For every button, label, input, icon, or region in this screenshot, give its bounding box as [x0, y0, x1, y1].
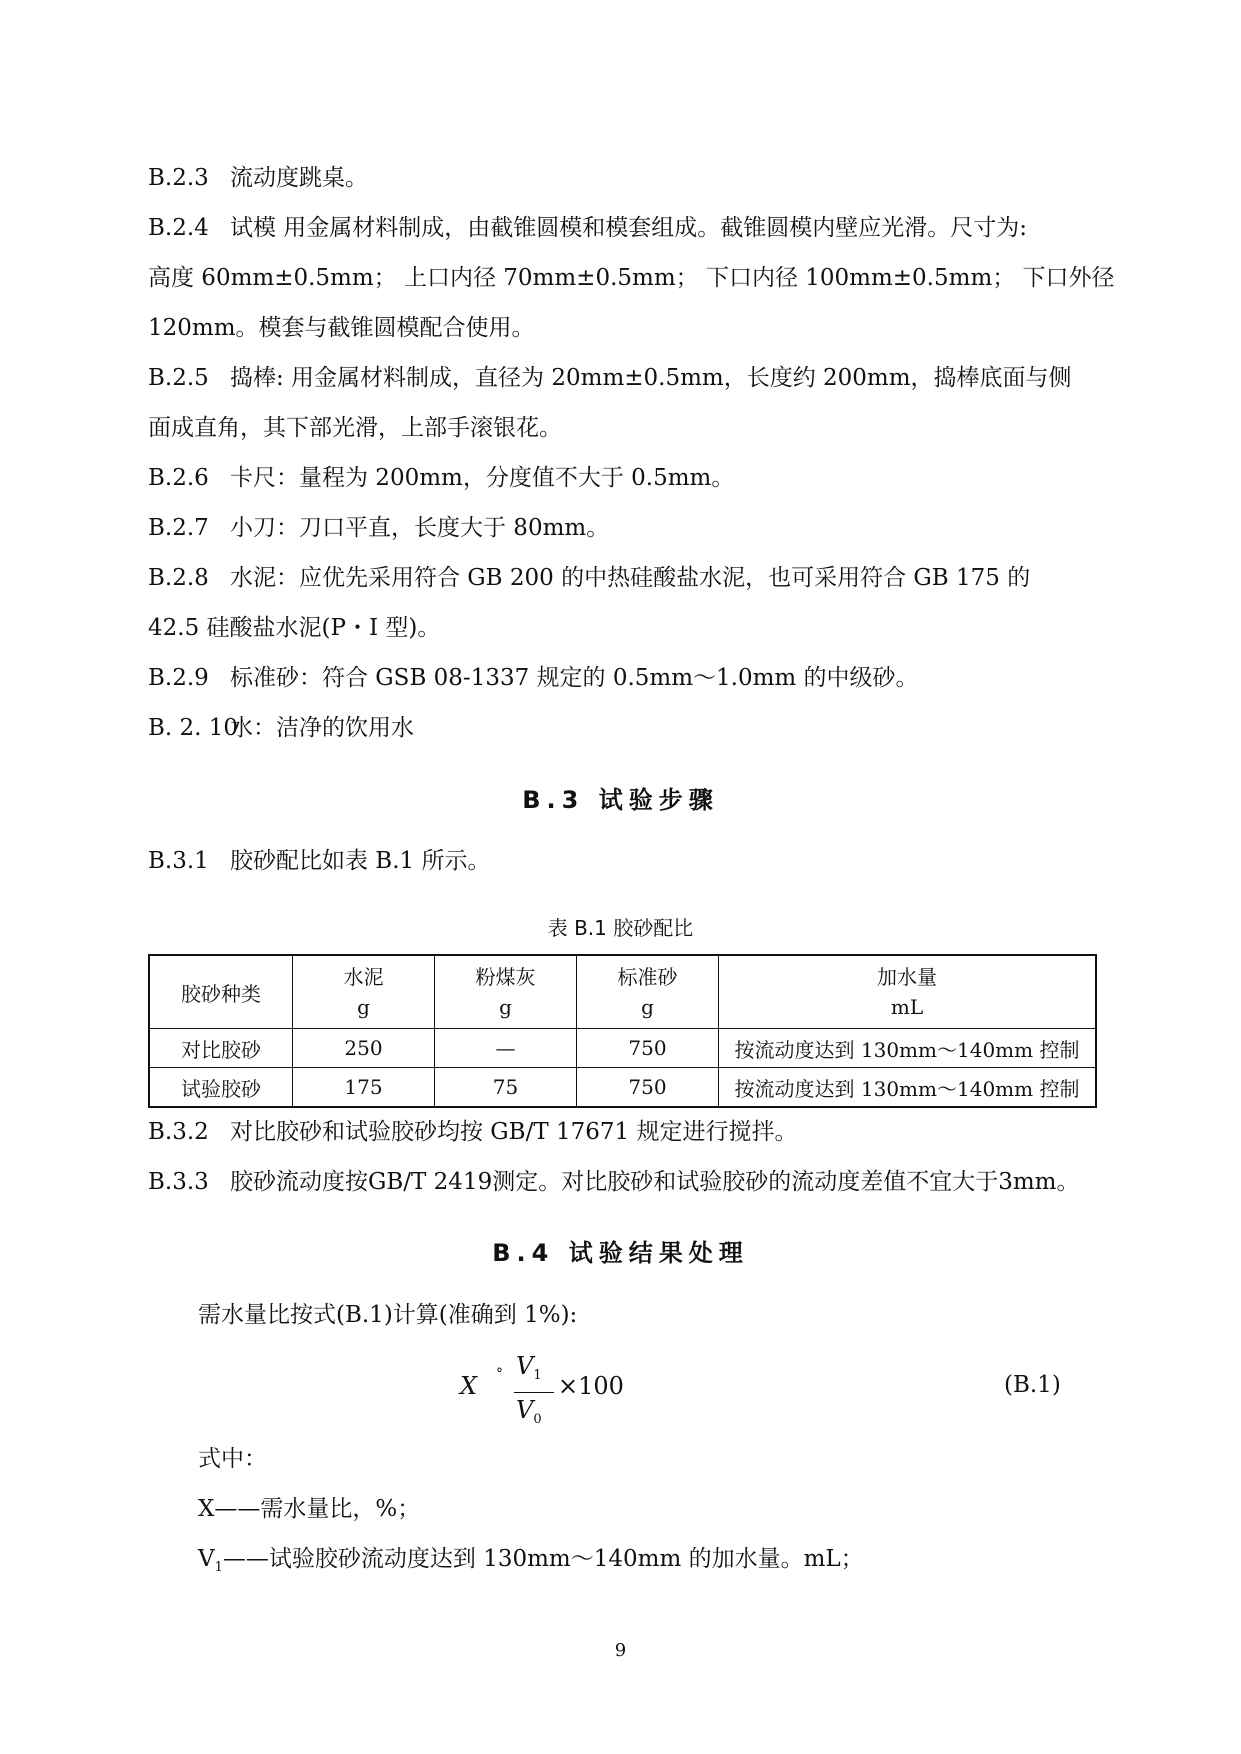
header-label: 加水量	[877, 965, 937, 989]
formula-denominator	[516, 1396, 542, 1427]
formula-equals-glyph: °	[496, 1366, 503, 1382]
clause-b25	[148, 363, 1072, 393]
numerator-sub: 1	[533, 1368, 542, 1383]
clause-number: B.2.4	[148, 215, 209, 241]
header-unit: g	[357, 995, 370, 1019]
clause-text: 试模 用金属材料制成，由截锥圆模和模套组成。截锥圆模内壁应光滑。尺寸为:	[230, 215, 1028, 241]
clause-text: 卡尺：量程为 200mm，分度值不大于 0.5mm。	[230, 465, 735, 491]
formula-lhs: X	[460, 1372, 478, 1400]
header-label: 标准砂	[617, 965, 678, 989]
clause-text: 流动度跳桌。	[230, 165, 368, 191]
section-heading-b4: B.4 试验结果处理	[492, 1239, 749, 1267]
denominator-sub: 0	[533, 1412, 542, 1427]
denominator-var: V	[516, 1396, 534, 1424]
header-unit: g	[641, 995, 654, 1019]
cell-cement: 250	[293, 1029, 435, 1068]
clause-b28-cont: 42.5 硅酸盐水泥(P・I 型)。	[148, 615, 441, 641]
table-header-row	[149, 955, 1096, 1029]
table-caption: 表 B.1 胶砂配比	[547, 916, 694, 940]
header-label: 水泥	[343, 965, 384, 989]
clause-number: B.2.9	[148, 665, 209, 691]
v1-definition: ——试验胶砂流动度达到 130mm～140mm 的加水量。mL；	[222, 1546, 864, 1572]
definition-x: X——需水量比，%；	[198, 1496, 421, 1522]
cell-type: 试验胶砂	[149, 1068, 293, 1108]
cell-type: 对比胶砂	[149, 1029, 293, 1068]
equation-number: (B.1)	[1004, 1372, 1061, 1398]
cell-cement: 175	[293, 1068, 435, 1108]
header-cell-cement	[293, 955, 435, 1029]
header-cell-flyash	[435, 955, 577, 1029]
clause-text: 捣棒: 用金属材料制成，直径为 20mm±0.5mm，长度约 200mm，捣棒底面与侧	[230, 365, 1072, 391]
clause-b29	[148, 663, 919, 693]
clause-b33	[148, 1167, 1079, 1197]
clause-text: 水：洁净的饮用水	[230, 715, 414, 741]
clause-b27	[148, 513, 609, 543]
clause-b31	[148, 846, 490, 876]
clause-b24-cont: 高度 60mm±0.5mm； 上口内径 70mm±0.5mm； 下口内径 100mm±0.5mm； 下口外径	[148, 265, 1115, 291]
clause-b23	[148, 163, 368, 193]
numerator-var: V	[516, 1352, 534, 1380]
clause-text: 对比胶砂和试验胶砂均按 GB/T 17671 规定进行搅拌。	[230, 1119, 798, 1145]
section-heading-b3: B.3 试验步骤	[522, 786, 719, 814]
header-unit: mL	[890, 995, 924, 1019]
clause-number: B.2.5	[148, 365, 209, 391]
header-label: 粉煤灰	[475, 965, 536, 989]
cell-sand: 750	[577, 1068, 719, 1108]
formula-intro: 需水量比按式(B.1)计算(准确到 1%):	[198, 1302, 578, 1328]
where-label: 式中：	[198, 1446, 267, 1472]
clause-b26	[148, 463, 734, 493]
clause-number: B.3.1	[148, 848, 209, 874]
definition-v1	[198, 1544, 864, 1583]
cell-flyash: 75	[435, 1068, 577, 1108]
clause-number: B.3.3	[148, 1169, 209, 1195]
table-row	[149, 1029, 1096, 1068]
cell-sand: 750	[577, 1029, 719, 1068]
clause-b210	[148, 713, 414, 743]
header-cell-type: 胶砂种类	[149, 955, 293, 1029]
cell-flyash: —	[435, 1029, 577, 1068]
page-number: 9	[614, 1640, 627, 1661]
fraction-bar	[514, 1392, 554, 1393]
clause-number: B.3.2	[148, 1119, 209, 1145]
header-cell-water	[719, 955, 1097, 1029]
v1-subscript: 1	[214, 1560, 223, 1575]
clause-number: B.2.3	[148, 165, 209, 191]
clause-text: 小刀：刀口平直，长度大于 80mm。	[230, 515, 610, 541]
header-cell-sand	[577, 955, 719, 1029]
clause-number: B.2.6	[148, 465, 209, 491]
cell-water: 按流动度达到 130mm～140mm 控制	[719, 1029, 1097, 1068]
clause-b32	[148, 1117, 797, 1147]
cell-water: 按流动度达到 130mm～140mm 控制	[719, 1068, 1097, 1108]
clause-number: B.2.7	[148, 515, 209, 541]
header-unit: g	[499, 995, 512, 1019]
clause-text: 胶砂流动度按GB/T 2419测定。对比胶砂和试验胶砂的流动度差值不宜大于3mm。	[230, 1169, 1080, 1195]
clause-text: 水泥：应优先采用符合 GB 200 的中热硅酸盐水泥，也可采用符合 GB 175 的	[230, 565, 1031, 591]
table-row	[149, 1068, 1096, 1108]
clause-b24	[148, 213, 1027, 243]
clause-b25-cont: 面成直角，其下部光滑，上部手滚银花。	[148, 415, 562, 441]
formula-multiplier: ×100	[558, 1372, 624, 1400]
clause-number: B.2.8	[148, 565, 209, 591]
v1-symbol: V	[198, 1546, 215, 1572]
formula-numerator	[516, 1352, 542, 1383]
clause-b24-cont2: 120mm。模套与截锥圆模配合使用。	[148, 315, 535, 341]
formula-b1	[460, 1352, 720, 1442]
clause-text: 标准砂：符合 GSB 08-1337 规定的 0.5mm～1.0mm 的中级砂。	[230, 665, 919, 691]
clause-text: 胶砂配比如表 B.1 所示。	[230, 848, 491, 874]
clause-b28	[148, 563, 1030, 593]
clause-number: B. 2. 10	[148, 715, 239, 741]
mix-ratio-table	[148, 954, 1097, 1108]
